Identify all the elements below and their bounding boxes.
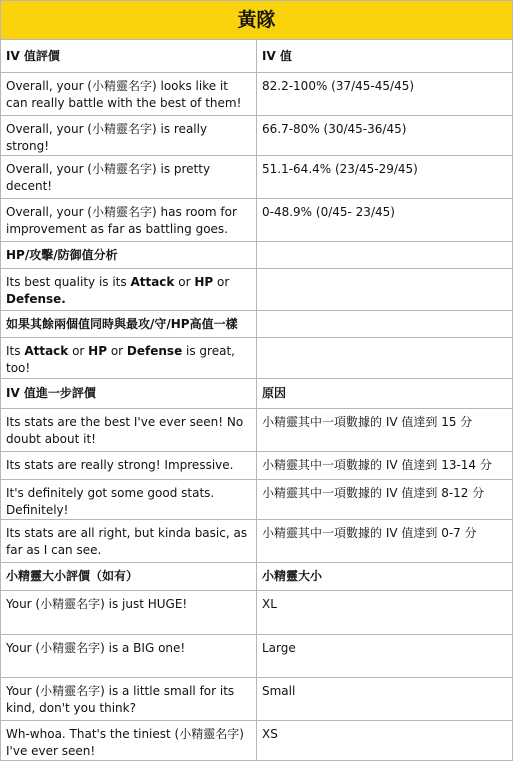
text-segment: Its best quality is its [6, 275, 131, 289]
reason-text: 小精靈其中一項數據的 IV 值達到 13-14 分 [257, 452, 513, 480]
text-segment: Its [6, 344, 25, 358]
empty-cell [257, 338, 513, 379]
table-row [1, 73, 513, 116]
column-header-reason: 原因 [257, 379, 513, 409]
empty-cell [257, 242, 513, 269]
great-too-text [1, 338, 257, 379]
reason-text: 小精靈其中一項數據的 IV 值達到 0-7 分 [257, 520, 513, 563]
table-row [1, 199, 513, 242]
same-values-header: 如果其餘兩個值同時與最攻/守/HP高值一樣 [1, 311, 257, 338]
table-row [1, 116, 513, 156]
text-segment: or [213, 275, 230, 289]
table-header-row [1, 40, 513, 73]
appraisal-text: Your (小精靈名字) is a BIG one! [1, 635, 257, 678]
appraisal-text: Wh-whoa. That's the tiniest (小精靈名字) I've ever seen! [1, 721, 257, 761]
column-header-further-appraisal: IV 值進一步評價 [1, 379, 257, 409]
text-segment: or [174, 275, 195, 289]
attack-label: Attack [130, 275, 175, 289]
reason-text: 小精靈其中一項數據的 IV 值達到 8-12 分 [257, 480, 513, 520]
column-header-size-appraisal: 小精靈大小評價（如有） [1, 563, 257, 591]
table-row [1, 269, 513, 311]
section-header-row [1, 311, 513, 338]
best-quality-text [1, 269, 257, 311]
table-row [1, 520, 513, 563]
defense-label: Defense. [6, 292, 66, 306]
hp-label: HP [88, 344, 108, 358]
empty-cell [257, 311, 513, 338]
iv-value: 66.7-80% (30/45-36/45) [257, 116, 513, 156]
appraisal-text: Your (小精靈名字) is just HUGE! [1, 591, 257, 635]
appraisal-text: Overall, your (小精靈名字) is really strong! [1, 116, 257, 156]
table-row [1, 409, 513, 452]
table-row [1, 480, 513, 520]
hp-attack-defense-header: HP/攻擊/防御值分析 [1, 242, 257, 269]
table-row [1, 678, 513, 721]
appraisal-text: Its stats are the best I've ever seen! No doubt about it! [1, 409, 257, 452]
table-row [1, 591, 513, 635]
empty-cell [257, 269, 513, 311]
size-value: Small [257, 678, 513, 721]
team-title: 黃隊 [1, 1, 513, 40]
table-header-row [1, 379, 513, 409]
column-header-iv-value: IV 值 [257, 40, 513, 73]
table-header-row [1, 563, 513, 591]
appraisal-text: Your (小精靈名字) is a little small for its kind, don't you think? [1, 678, 257, 721]
appraisal-text: Overall, your (小精靈名字) has room for improvement as far as battling goes. [1, 199, 257, 242]
size-value: Large [257, 635, 513, 678]
text-segment: is great, too! [6, 344, 235, 375]
size-value: XS [257, 721, 513, 761]
table-row [1, 156, 513, 199]
table-row [1, 635, 513, 678]
text-segment: or [68, 344, 89, 358]
appraisal-text: It's definitely got some good stats. Definitely! [1, 480, 257, 520]
appraisal-text: Its stats are really strong! Impressive. [1, 452, 257, 480]
column-header-iv-appraisal: IV 值評價 [1, 40, 257, 73]
text-segment: or [107, 344, 127, 358]
defense-label: Defense [126, 344, 183, 358]
hp-label: HP [194, 275, 214, 289]
appraisal-text: Its stats are all right, but kinda basic, as far as I can see. [1, 520, 257, 563]
section-header-row [1, 242, 513, 269]
size-value: XL [257, 591, 513, 635]
appraisal-text: Overall, your (小精靈名字) looks like it can really battle with the best of them! [1, 73, 257, 116]
column-header-size: 小精靈大小 [257, 563, 513, 591]
title-row [1, 1, 513, 40]
reason-text: 小精靈其中一項數據的 IV 值達到 15 分 [257, 409, 513, 452]
table-row [1, 338, 513, 379]
iv-value: 82.2-100% (37/45-45/45) [257, 73, 513, 116]
attack-label: Attack [24, 344, 69, 358]
iv-value: 0-48.9% (0/45- 23/45) [257, 199, 513, 242]
iv-value: 51.1-64.4% (23/45-29/45) [257, 156, 513, 199]
appraisal-text: Overall, your (小精靈名字) is pretty decent! [1, 156, 257, 199]
table-row [1, 452, 513, 480]
table-row [1, 721, 513, 761]
